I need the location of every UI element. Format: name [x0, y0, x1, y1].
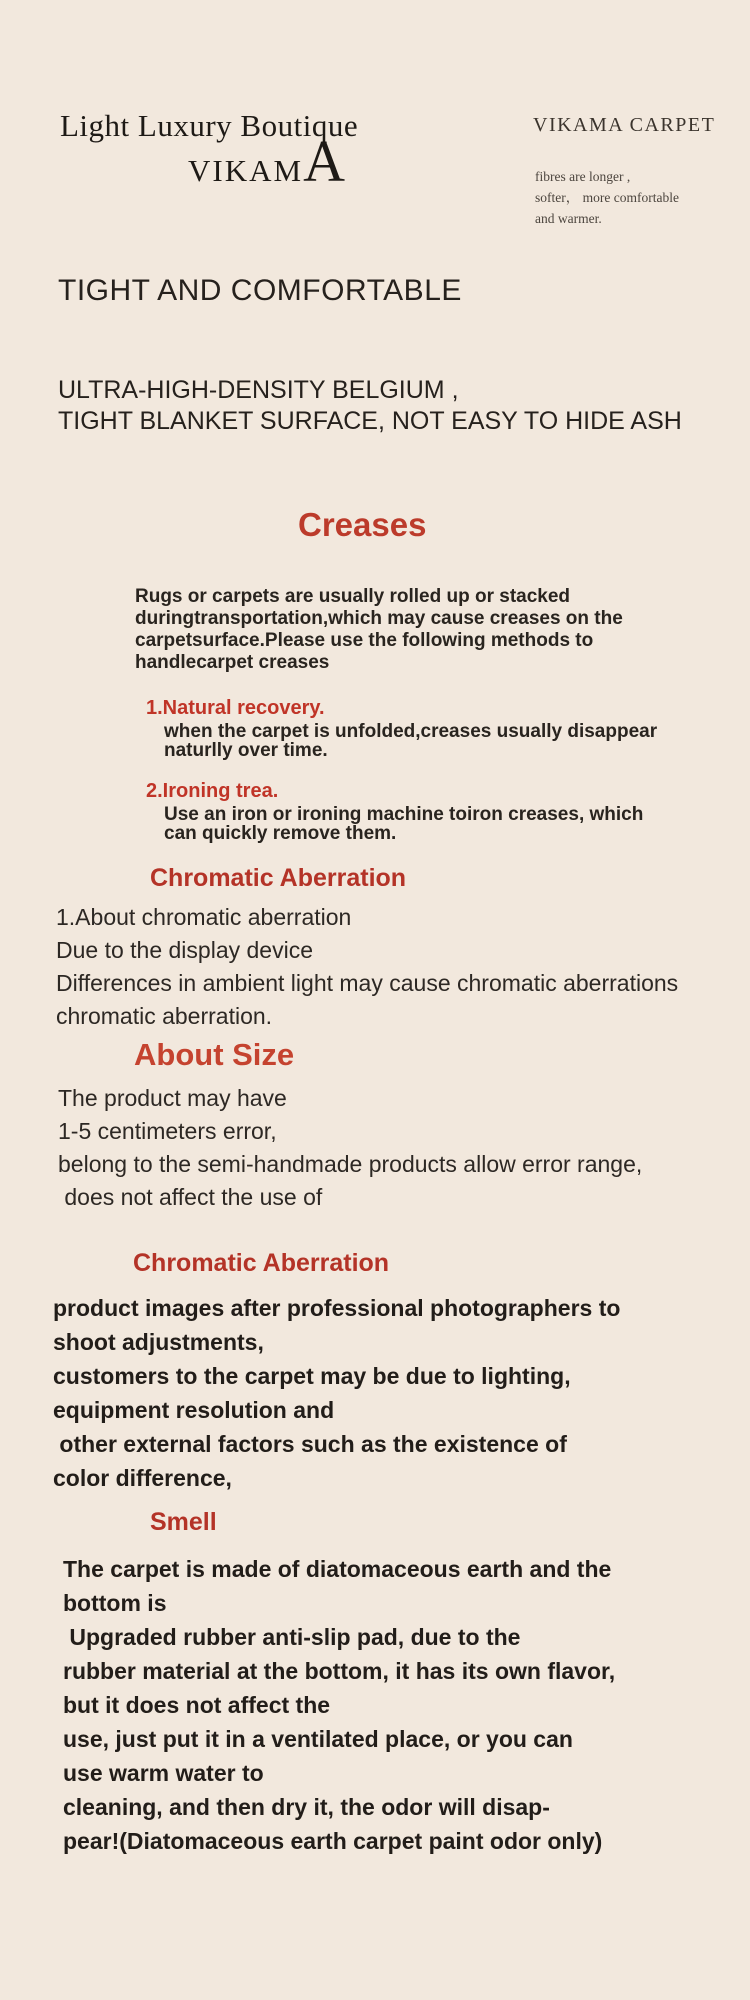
smell-line: The carpet is made of diatomaceous earth and the	[63, 1556, 612, 1582]
chromatic-2-line: shoot adjustments,	[53, 1329, 264, 1355]
tagline-line: softer， more comfortable	[535, 190, 679, 205]
creases-method-1-label: 1.Natural recovery.	[146, 697, 325, 719]
about-size-text	[58, 1082, 642, 1214]
chromatic-2-line: equipment resolution and	[53, 1397, 335, 1423]
creases-method-2-line: Use an iron or ironing machine toiron creases, which	[164, 804, 644, 825]
headline-subtext	[58, 375, 682, 437]
chromatic-2-line: customers to the carpet may be due to lighting,	[53, 1363, 571, 1389]
headline-subtext-line: TIGHT BLANKET SURFACE, NOT EASY TO HIDE ASH	[58, 407, 682, 435]
chromatic-1-line: 1.About chromatic aberration	[56, 904, 352, 930]
chromatic-2-line: other external factors such as the existence of	[53, 1431, 567, 1457]
tagline-line: fibres are longer ,	[535, 169, 631, 184]
creases-method-1-line: naturlly over time.	[164, 740, 328, 761]
chromatic-1-line: chromatic aberration.	[56, 1003, 273, 1029]
about-size-title: About Size	[134, 1037, 295, 1072]
brand-logo-text: VIKAM	[188, 153, 304, 188]
smell-text	[63, 1552, 615, 1858]
about-size-line: does not affect the use of	[58, 1184, 323, 1210]
tagline-line: and warmer.	[535, 211, 602, 226]
chromatic-2-line: color difference,	[53, 1465, 232, 1491]
creases-section-title: Creases	[298, 506, 427, 543]
chromatic-aberration-2-title: Chromatic Aberration	[133, 1249, 390, 1277]
headline-subtext-line: ULTRA-HIGH-DENSITY BELGIUM ,	[58, 376, 459, 404]
brand-logo	[188, 128, 345, 195]
creases-intro-line: duringtransportation,which may cause creases on the	[135, 608, 623, 629]
creases-intro-paragraph	[135, 586, 623, 674]
brand-logo-big-letter: A	[303, 129, 345, 194]
brand-name-right: VIKAMA CARPET	[533, 114, 716, 136]
creases-method-2-line: can quickly remove them.	[164, 823, 397, 844]
brand-tagline-top: Light Luxury Boutique	[60, 108, 359, 143]
creases-method-1-text	[164, 722, 657, 760]
smell-line: but it does not affect the	[63, 1692, 331, 1718]
smell-line: rubber material at the bottom, it has its own flavor,	[63, 1658, 616, 1684]
smell-line: Upgraded rubber anti-slip pad, due to the	[63, 1624, 521, 1650]
about-size-line: The product may have	[58, 1085, 287, 1111]
smell-title: Smell	[150, 1508, 217, 1536]
chromatic-aberration-2-text	[53, 1291, 620, 1495]
brand-tagline	[535, 166, 679, 229]
smell-line: use, just put it in a ventilated place, or you can	[63, 1726, 573, 1752]
about-size-line: belong to the semi-handmade products allow error range,	[58, 1151, 643, 1177]
about-size-line: 1-5 centimeters error,	[58, 1118, 277, 1144]
section-headline: TIGHT AND COMFORTABLE	[58, 274, 462, 307]
chromatic-2-line: product images after professional photographers to	[53, 1295, 621, 1321]
smell-line: bottom is	[63, 1590, 167, 1616]
creases-method-2-label: 2.Ironing trea.	[146, 780, 279, 802]
chromatic-1-line: Due to the display device	[56, 937, 313, 963]
chromatic-1-line: Differences in ambient light may cause chromatic aberrations	[56, 970, 679, 996]
chromatic-aberration-1-title: Chromatic Aberration	[150, 864, 407, 892]
smell-line: pear!(Diatomaceous earth carpet paint odor only)	[63, 1828, 603, 1854]
creases-method-1-line: when the carpet is unfolded,creases usually disappear	[164, 721, 658, 742]
smell-line: use warm water to	[63, 1760, 264, 1786]
creases-intro-line: carpetsurface.Please use the following methods to	[135, 630, 594, 651]
creases-intro-line: handlecarpet creases	[135, 652, 330, 673]
smell-line: cleaning, and then dry it, the odor will disap-	[63, 1794, 550, 1820]
creases-method-2-text	[164, 805, 643, 843]
chromatic-aberration-1-text	[56, 901, 678, 1033]
creases-intro-line: Rugs or carpets are usually rolled up or stacked	[135, 586, 571, 607]
